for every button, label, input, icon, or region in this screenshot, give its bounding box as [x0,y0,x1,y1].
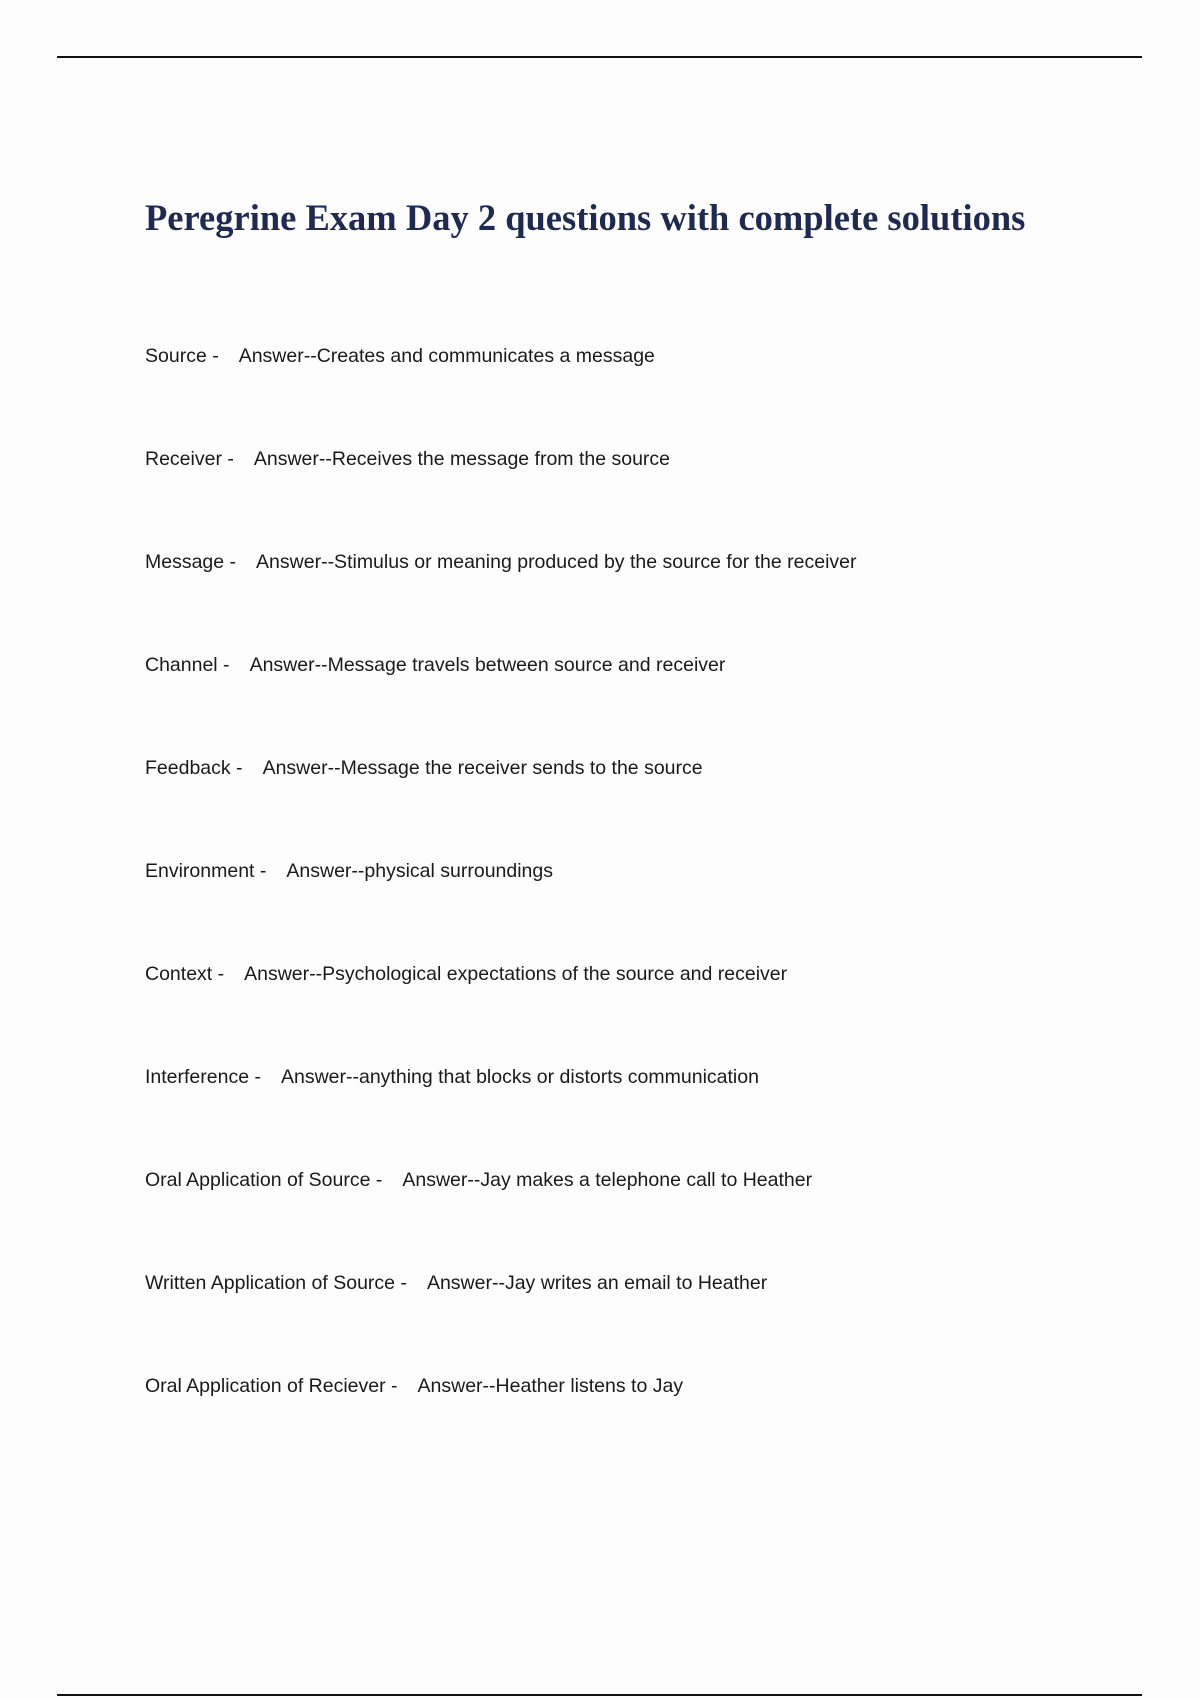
item-term: Receiver - [145,448,234,470]
item-answer: Answer--Stimulus or meaning produced by the source for the receiver [256,551,857,573]
list-item [145,961,857,1064]
item-answer: Answer--Jay makes a telephone call to Heather [402,1169,813,1191]
bottom-rule [57,1694,1142,1696]
item-term: Feedback - [145,757,243,779]
list-item [145,1270,857,1373]
list-item [145,549,857,652]
list-item [145,446,857,549]
item-answer: Answer--Message the receiver sends to the source [262,757,703,779]
item-term: Message - [145,551,237,573]
list-item [145,1373,857,1476]
item-answer: Answer--Message travels between source and receiver [249,654,726,676]
item-answer: Answer--Psychological expectations of the source and receiver [244,963,788,985]
item-term: Channel - [145,654,230,676]
item-answer: Answer--Heather listens to Jay [417,1375,684,1397]
qa-list [145,343,857,1476]
document-title: Peregrine Exam Day 2 questions with complete solutions [145,197,1026,238]
item-answer: Answer--anything that blocks or distorts communication [280,1066,759,1088]
item-term: Written Application of Source - [145,1272,407,1294]
item-term: Environment - [145,860,267,882]
item-term: Source - [145,345,219,367]
list-item [145,343,857,446]
item-answer: Answer--Jay writes an email to Heather [426,1272,768,1294]
item-answer: Answer--Creates and communicates a message [238,345,655,367]
list-item [145,858,857,961]
list-item [145,652,857,755]
list-item [145,1167,857,1270]
item-term: Oral Application of Source - [145,1169,383,1191]
top-rule [57,56,1142,58]
item-answer: Answer--Receives the message from the source [253,448,671,470]
list-item [145,755,857,858]
item-term: Oral Application of Reciever - [145,1375,398,1397]
item-term: Context - [145,963,225,985]
item-answer: Answer--physical surroundings [286,860,554,882]
item-term: Interference - [145,1066,261,1088]
list-item [145,1064,857,1167]
